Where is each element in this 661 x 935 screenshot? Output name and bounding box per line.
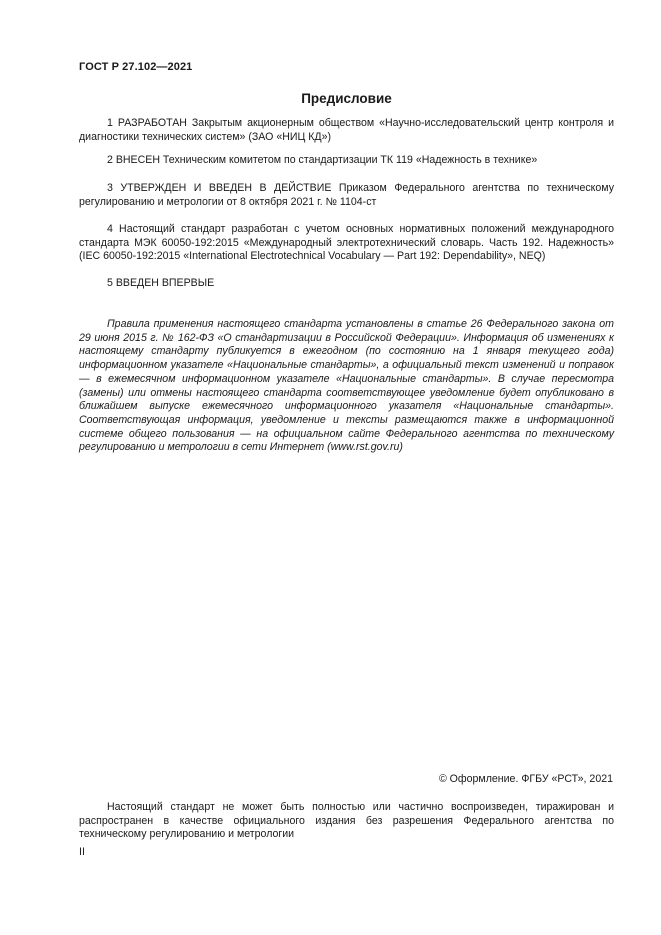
page-number: II bbox=[79, 846, 85, 858]
foreword-item-1: 1 РАЗРАБОТАН Закрытым акционерным обществом «Научно-исследовательский центр контроля и диагностики технических систем» (ЗАО «НИЦ КД») bbox=[79, 117, 614, 143]
foreword-title: Предисловие bbox=[301, 91, 392, 106]
foreword-item-4: 4 Настоящий стандарт разработан с учетом основных нормативных положений международного стандарта МЭК 60050-192:2015 «Международный электротехнический словарь. Часть 192. Надежность» (IEC 60050-192:2015 «International Electrotechnical Vocabulary — Part 192: Dependability», NEQ) bbox=[79, 223, 614, 263]
copyright-line: © Оформление. ФГБУ «РСТ», 2021 bbox=[438, 773, 613, 785]
page-title bbox=[0, 91, 661, 106]
reproduction-restriction: Настоящий стандарт не может быть полностью или частично воспроизведен, тиражирован и распространен в качестве официального издания без разрешения Федерального агентства по техническому регулированию и метрологии bbox=[79, 801, 614, 841]
foreword-item-3: 3 УТВЕРЖДЕН И ВВЕДЕН В ДЕЙСТВИЕ Приказом Федерального агентства по техническому регулированию и метрологии от 8 октября 2021 г. № 1104-ст bbox=[79, 182, 614, 208]
foreword-item-2: 2 ВНЕСЕН Техническим комитетом по стандартизации ТК 119 «Надежность в технике» bbox=[107, 154, 538, 166]
standard-application-notice: Правила применения настоящего стандарта установлены в статье 26 Федерального закона от 29 июня 2015 г. № 162-ФЗ «О стандартизации в Российской Федерации». Информация об изменениях к настоящему стандарту публикуется в ежегодном (по состоянию на 1 января текущего года) информационном указателе «Национальные стандарты», а официальный текст изменений и поправок — в ежемесячном информационном указателе «Национальные стандарты». В случае пересмотра (замены) или отмены настоящего стандарта соответствующее уведомление будет опубликовано в ближайшем выпуске ежемесячного информационного указателя «Национальные стандарты». Соответствующая информация, уведомление и тексты размещаются также в информационной системе общего пользования — на официальном сайте Федерального агентства по техническому регулированию и метрологии в сети Интернет (www.rst.gov.ru) bbox=[79, 318, 614, 454]
foreword-item-5: 5 ВВЕДЕН ВПЕРВЫЕ bbox=[107, 277, 215, 289]
document-code: ГОСТ Р 27.102—2021 bbox=[79, 61, 193, 73]
